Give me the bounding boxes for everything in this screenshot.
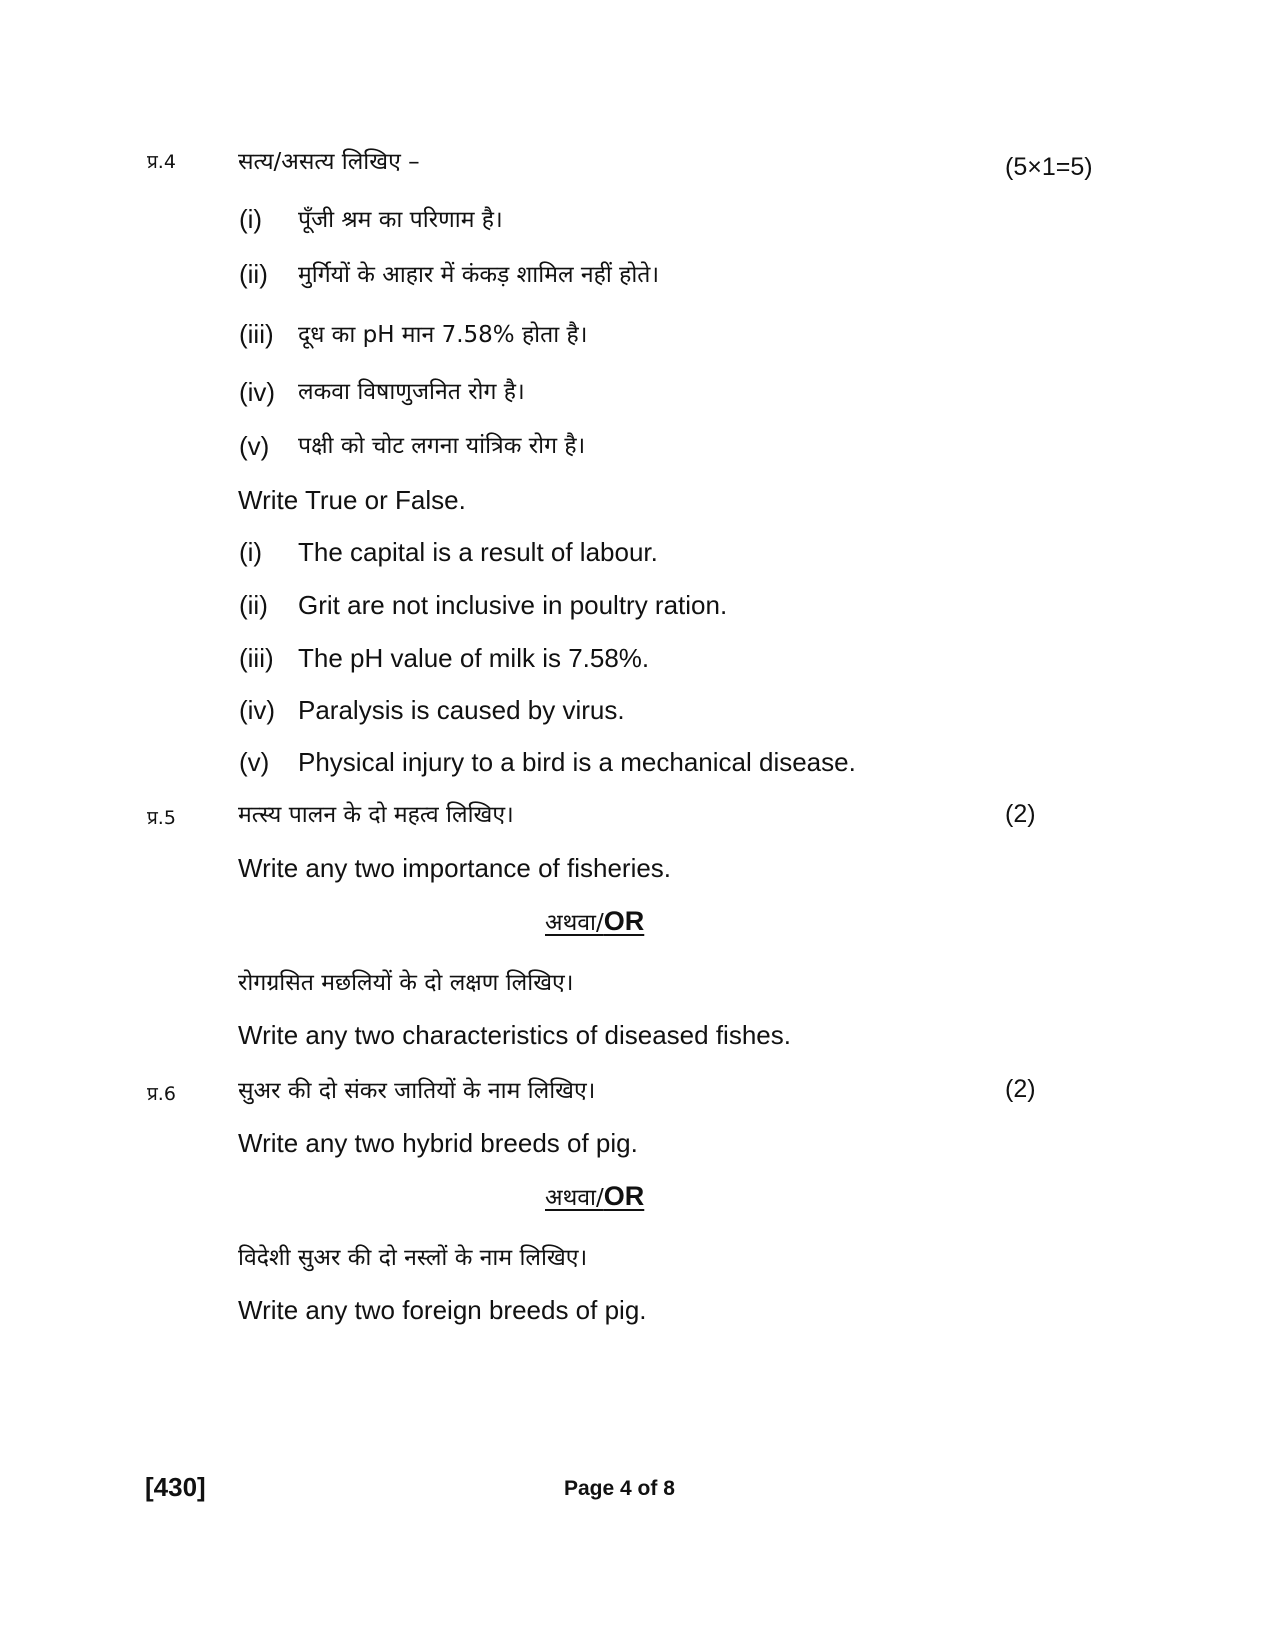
item-text-hindi: लकवा विषाणुजनित रोग है। xyxy=(298,379,525,405)
question-heading-hindi: सत्य/असत्य लिखिए – xyxy=(238,149,420,175)
page-number: Page 4 of 8 xyxy=(564,1477,675,1500)
item-text-english: Grit are not inclusive in poultry ration. xyxy=(298,590,728,620)
question-text-hindi: मत्स्य पालन के दो महत्व लिखिए। xyxy=(238,802,514,828)
question-text-hindi: सुअर की दो संकर जातियों के नाम लिखिए। xyxy=(238,1078,596,1104)
paper-code: [430] xyxy=(145,1472,206,1502)
item-text-english: The pH value of milk is 7.58%. xyxy=(298,643,650,673)
item-text-english: The capital is a result of labour. xyxy=(298,537,658,567)
item-number: (iv) xyxy=(239,695,276,725)
question-heading-english: Write True or False. xyxy=(238,485,466,515)
question-marks: (5×1=5) xyxy=(1005,153,1093,181)
item-text-hindi: पक्षी को चोट लगना यांत्रिक रोग है। xyxy=(298,433,586,459)
item-number: (v) xyxy=(239,747,270,777)
alternative-text-english: Write any two foreign breeds of pig. xyxy=(238,1295,647,1325)
item-number: (ii) xyxy=(239,259,268,289)
or-label-english: OR xyxy=(603,906,645,936)
or-label-english: OR xyxy=(603,1181,645,1211)
or-separator xyxy=(545,1180,644,1212)
item-text-hindi: मुर्गियों के आहार में कंकड़ शामिल नहीं होते। xyxy=(298,262,660,288)
item-number: (i) xyxy=(239,537,263,567)
item-number: (iv) xyxy=(239,377,276,407)
item-text-hindi: दूध का pH मान 7.58% होता है। xyxy=(298,322,588,348)
question-marks: (2) xyxy=(1005,800,1036,828)
or-label-hindi: अथवा/ xyxy=(545,910,604,936)
item-number: (ii) xyxy=(239,590,268,620)
item-number: (i) xyxy=(239,204,263,234)
question-marks: (2) xyxy=(1005,1075,1036,1103)
item-number: (v) xyxy=(239,431,270,461)
item-number: (iii) xyxy=(239,319,274,349)
item-text-hindi: पूँजी श्रम का परिणाम है। xyxy=(298,207,503,233)
alternative-text-hindi: विदेशी सुअर की दो नस्लों के नाम लिखिए। xyxy=(238,1245,588,1271)
or-label-hindi: अथवा/ xyxy=(545,1185,604,1211)
question-text-english: Write any two importance of fisheries. xyxy=(238,853,672,883)
item-number: (iii) xyxy=(239,643,274,673)
item-text-english: Physical injury to a bird is a mechanical disease. xyxy=(298,747,856,777)
question-text-english: Write any two hybrid breeds of pig. xyxy=(238,1128,638,1158)
or-separator xyxy=(545,905,644,937)
alternative-text-english: Write any two characteristics of diseased fishes. xyxy=(238,1020,791,1050)
question-number: प्र.5 xyxy=(147,807,176,829)
question-number: प्र.4 xyxy=(147,151,176,173)
item-text-english: Paralysis is caused by virus. xyxy=(298,695,625,725)
alternative-text-hindi: रोगग्रसित मछलियों के दो लक्षण लिखिए। xyxy=(238,970,574,996)
question-number: प्र.6 xyxy=(147,1083,176,1105)
